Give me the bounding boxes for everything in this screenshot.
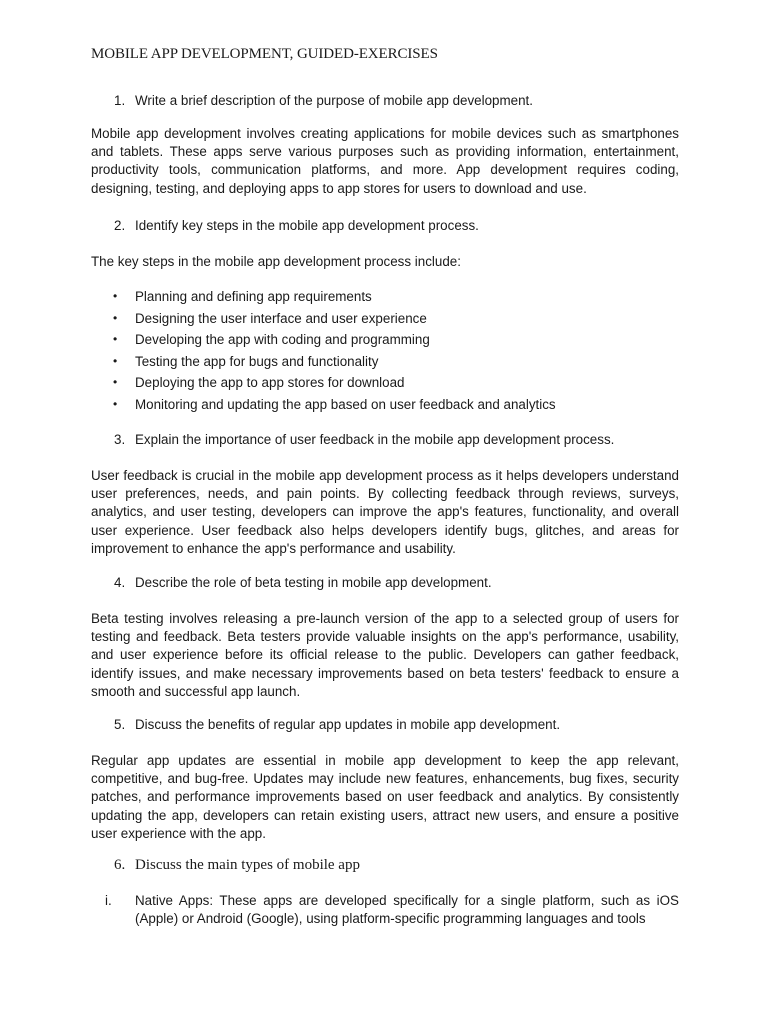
roman-numeral: i.: [105, 893, 112, 908]
answer-2-intro: The key steps in the mobile app development process include:: [91, 254, 461, 269]
question-number: 2.: [114, 218, 126, 233]
list-item-text: Designing the user interface and user experience: [135, 310, 427, 326]
question-text: Write a brief description of the purpose of mobile app development.: [135, 93, 533, 108]
list-item: [91, 331, 556, 353]
question-number: 6.: [114, 857, 126, 873]
question-text: Explain the importance of user feedback in the mobile app development process.: [135, 432, 615, 447]
bullet-icon: •: [113, 310, 118, 325]
key-steps-list: [91, 288, 556, 418]
list-item: [91, 310, 556, 332]
bullet-icon: •: [113, 396, 118, 411]
list-item: [91, 353, 556, 375]
answer-3: User feedback is crucial in the mobile app development process as it helps developers understand user preferences, needs, and pain points. By collecting feedback through reviews, surveys, analytics, and user testing, developers can improve the app's features, functionality, and overall user experience. User feedback also helps developers identify bugs, glitches, and areas for improvement to enhance the app's performance and usability.: [91, 468, 679, 556]
list-item: [91, 396, 556, 418]
list-item-text: Deploying the app to app stores for download: [135, 375, 405, 391]
question-number: 3.: [114, 432, 126, 447]
list-item-text: Planning and defining app requirements: [135, 289, 372, 304]
question-number: 1.: [114, 93, 126, 108]
answer-1: Mobile app development involves creating applications for mobile devices such as smartphones and tablets. These apps serve various purposes such as providing information, entertainment, productivity tools, communication platforms, and more. App development requires coding, designing, testing, and deploying apps to app stores for users to download and use.: [91, 126, 679, 196]
bullet-icon: •: [113, 353, 118, 368]
list-item-text: Developing the app with coding and programming: [135, 332, 430, 348]
question-text: Identify key steps in the mobile app development process.: [135, 218, 479, 233]
app-type-native: [91, 892, 679, 928]
list-item-text: Testing the app for bugs and functionality: [135, 353, 379, 369]
question-text: Discuss the benefits of regular app updates in mobile app development.: [135, 717, 561, 732]
question-text: Describe the role of beta testing in mobile app development.: [135, 575, 492, 590]
question-number: 4.: [114, 575, 126, 590]
question-text: Discuss the main types of mobile app: [135, 857, 360, 873]
list-item-text: Monitoring and updating the app based on user feedback and analytics: [135, 396, 556, 412]
bullet-icon: •: [113, 375, 118, 390]
bullet-icon: •: [113, 332, 118, 347]
app-type-text: Native Apps: These apps are developed specifically for a single platform, such as iOS (Apple) or Android (Google), using platform-specific programming languages and tools: [135, 893, 679, 927]
list-item: [91, 288, 556, 310]
document-title: MOBILE APP DEVELOPMENT, GUIDED-EXERCISES: [91, 46, 438, 62]
bullet-icon: •: [113, 289, 118, 303]
answer-5: Regular app updates are essential in mobile app development to keep the app relevant, competitive, and bug-free. Updates may include new features, enhancements, bug fixes, security patches, and performance improvements based on user feedback and analytics. By consistently updating the app, developers can retain existing users, attract new users, and ensure a positive user experience with the app.: [91, 753, 679, 841]
list-item: [91, 374, 556, 396]
question-number: 5.: [114, 717, 126, 732]
answer-4: Beta testing involves releasing a pre-launch version of the app to a selected group of users for testing and feedback. Beta testers provide valuable insights on the app's performance, usability, and user experience before its official release to the public. Developers can gather feedback, identify issues, and make necessary improvements based on beta testers' feedback to ensure a smooth and successful app launch.: [91, 611, 679, 699]
